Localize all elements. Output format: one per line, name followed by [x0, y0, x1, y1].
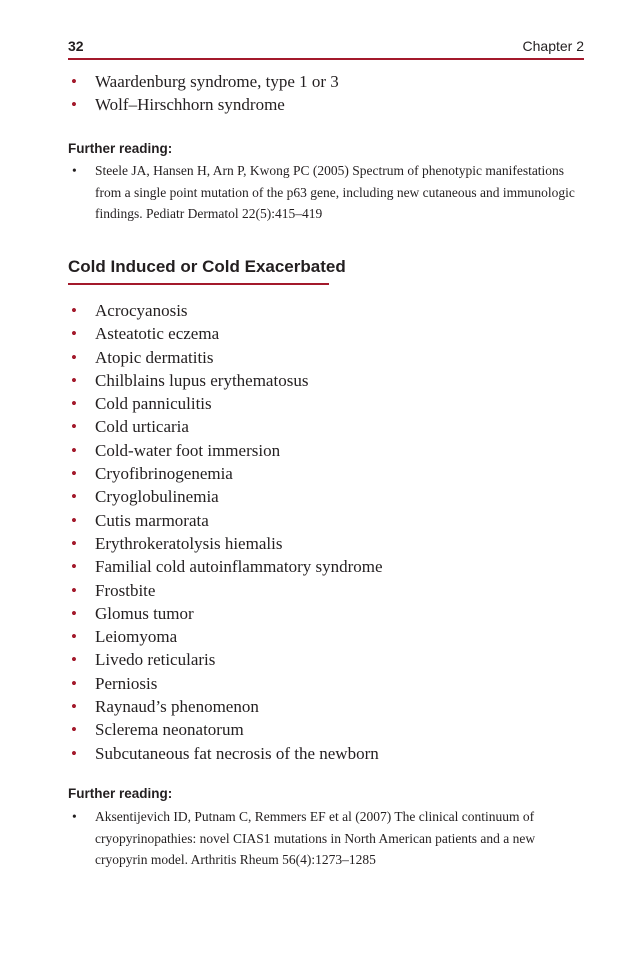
bullet-icon: •	[71, 697, 77, 717]
list-item-label: Chilblains lupus erythematosus	[95, 370, 309, 390]
list-item	[68, 695, 383, 718]
further-reading-list	[68, 806, 588, 871]
list-item-label: Wolf–Hirschhorn syndrome	[95, 95, 285, 115]
bullet-icon: •	[71, 720, 77, 740]
bullet-icon: •	[71, 440, 77, 460]
list-item-label: Perniosis	[95, 673, 158, 693]
bullet-icon: •	[71, 417, 77, 437]
bullet-icon: •	[71, 301, 77, 320]
list-item-label: Sclerema neonatorum	[95, 720, 244, 740]
list-item	[68, 532, 383, 555]
list-item	[68, 602, 383, 625]
list-item-label: Atopic dermatitis	[95, 347, 214, 367]
list-item-label: Asteatotic eczema	[95, 324, 220, 344]
list-item	[68, 70, 339, 93]
list-item	[68, 555, 383, 578]
list-item-label: Subcutaneous fat necrosis of the newborn	[95, 743, 379, 763]
bullet-icon: •	[71, 557, 77, 577]
further-reading-heading: Further reading:	[68, 786, 173, 801]
bullet-icon: •	[71, 324, 77, 344]
list-item	[68, 415, 383, 438]
bullet-icon: •	[72, 163, 77, 178]
list-item-label: Livedo reticularis	[95, 650, 216, 670]
bullet-icon: •	[71, 347, 77, 367]
list-item	[68, 648, 383, 671]
list-item-label: Cryoglobulinemia	[95, 487, 219, 507]
list-item-label: Cold urticaria	[95, 417, 189, 437]
bullet-icon: •	[71, 95, 77, 115]
list-item-label: Glomus tumor	[95, 603, 194, 623]
bullet-icon: •	[71, 627, 77, 647]
list-item	[68, 369, 383, 392]
list-item	[68, 322, 383, 345]
bullet-icon: •	[71, 533, 77, 553]
list-item	[68, 93, 339, 116]
list-item	[68, 462, 383, 485]
bullet-icon: •	[71, 673, 77, 693]
further-reading-heading: Further reading:	[68, 141, 173, 156]
list-item-label: Familial cold autoinflammatory syndrome	[95, 557, 383, 577]
bullet-icon: •	[71, 510, 77, 530]
bullet-icon: •	[71, 487, 77, 507]
list-item	[68, 718, 383, 741]
further-reading-list	[68, 160, 588, 225]
list-item	[68, 509, 383, 532]
cold-conditions-list	[68, 299, 383, 765]
list-item	[68, 672, 383, 695]
list-item	[68, 439, 383, 462]
list-item-label: Waardenburg syndrome, type 1 or 3	[95, 72, 339, 91]
bullet-icon: •	[71, 370, 77, 390]
list-item-label: Cutis marmorata	[95, 510, 209, 530]
reference-text: Steele JA, Hansen H, Arn P, Kwong PC (2005) Spectrum of phenotypic manifestations from a single point mutation of the p63 gene, including new cutaneous and immunologic findings. Pediatr Dermatol 22(5):415–419	[95, 163, 575, 221]
list-item	[68, 346, 383, 369]
bullet-icon: •	[72, 809, 77, 824]
bullet-icon: •	[71, 743, 77, 763]
list-item	[68, 392, 383, 415]
section-rule	[68, 283, 329, 285]
list-item-label: Cold-water foot immersion	[95, 440, 281, 460]
list-item	[68, 299, 383, 322]
list-item-label: Frostbite	[95, 580, 156, 600]
bullet-icon: •	[71, 650, 77, 670]
list-item	[68, 625, 383, 648]
top-list	[68, 70, 339, 117]
bullet-icon: •	[71, 580, 77, 600]
reference-item	[68, 806, 588, 871]
list-item-label: Erythrokeratolysis hiemalis	[95, 533, 283, 553]
list-item	[68, 485, 383, 508]
list-item-label: Cold panniculitis	[95, 394, 212, 414]
chapter-label: Chapter 2	[522, 38, 584, 54]
bullet-icon: •	[71, 464, 77, 484]
list-item-label: Leiomyoma	[95, 627, 178, 647]
list-item-label: Cryofibrinogenemia	[95, 464, 233, 484]
bullet-icon: •	[71, 72, 77, 91]
section-title: Cold Induced or Cold Exacerbated	[68, 257, 346, 276]
list-item-label: Raynaud’s phenomenon	[95, 697, 259, 717]
page-number: 32	[68, 38, 84, 54]
list-item-label: Acrocyanosis	[95, 301, 188, 320]
page-header	[68, 38, 584, 60]
bullet-icon: •	[71, 603, 77, 623]
reference-text: Aksentijevich ID, Putnam C, Remmers EF et al (2007) The clinical continuum of cryopyrinopathies: novel CIAS1 mutations in North American patients and a new cryopyrin model. Arthritis Rheum 56(4):1273–1285	[95, 809, 536, 867]
list-item	[68, 579, 383, 602]
list-item	[68, 742, 383, 765]
bullet-icon: •	[71, 394, 77, 414]
reference-item	[68, 160, 588, 225]
